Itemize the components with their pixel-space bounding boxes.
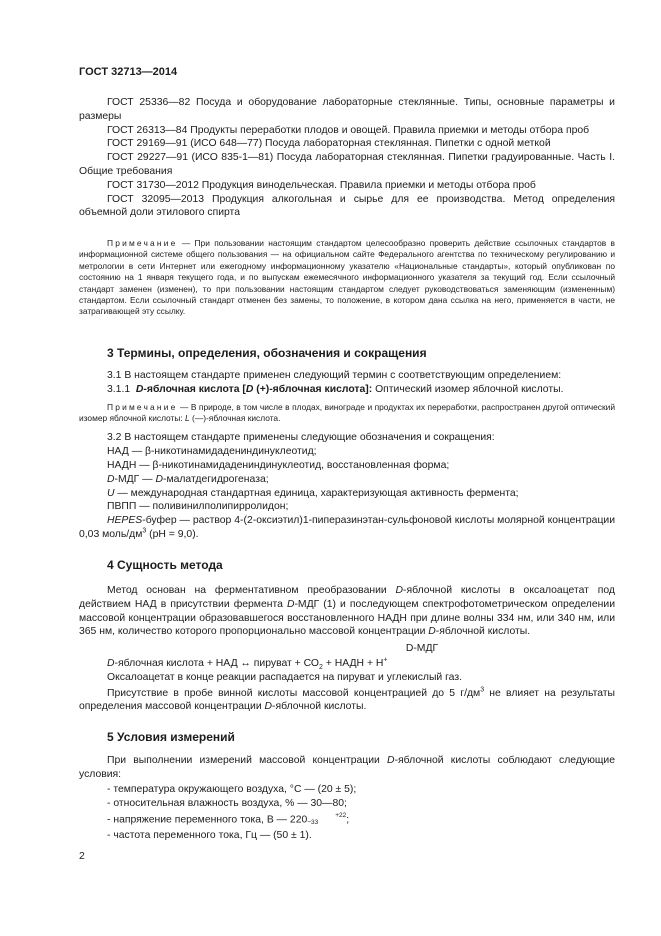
note-text: — При пользовании настоящим стандартом целесообразно проверить действие ссылочных стандартов в информационной системе общего пользования — на официальном сайте Федерального агентства по техническому регулированию и метрологии в сети Интернет или ежегодному информационному указателю «Национальные стандарты», который опубликован по состоянию на 1 января текущего года, и по выпускам ежемесячного информационного указателя за текущий год. Если ссылочный стандарт заменен (изменен), то при пользовании настоящим стандартом следует руководствоваться заменяющим (измененным) стандартом. Если ссылочный стандарт отменен без замены, то положение, в котором дана ссылка на него, применяется в части, не затрагивающей эту ссылку. [79,238,616,317]
method-interference: Присутствие в пробе винной кислоты массовой концентрацией до 5 $г/дм^3$ не влияет на результаты определения массовой концентрации D-яблочной кислоты. [79,686,615,713]
reference-item: ГОСТ 32095—2013 Продукция алкогольная и сырье для ее производства. Метод определения объемной доли этилового спирта [79,193,615,219]
section-4-body [79,584,615,714]
page-number: 2 [79,851,85,862]
section-3-title: 3 Термины, определения, обозначения и сокращения [107,346,427,360]
clause-3-1: 3.1 В настоящем стандарте применен следующий термин с соответствующим определением: [107,370,562,381]
abbreviation-item: D-МДГ — D-малатдегидрогеназа; [107,473,269,485]
document-header: ГОСТ 32713—2014 [79,66,178,78]
reference-item: ГОСТ 29169—91 (ИСО 648—77) Посуда лабораторная стеклянная. Пипетки с одной меткой [107,138,551,150]
note-paragraph [79,238,615,318]
reference-item: ГОСТ 31730—2012 Продукция винодельческая. Правила приемки и методы отбора проб [107,179,536,191]
normative-references [79,96,615,220]
reference-item: ГОСТ 26313—84 Продукты переработки плодов и овощей. Правила приемки и методы отбора проб [107,124,590,136]
method-principle: Метод основан на ферментативном преобразовании D-яблочной кислоты в оксалоацетат под действием НАД в присутствии фермента D-МДГ (1) и последующем спектрофотометрическом определении массовой концентрации образовавшегося восстановленного НАДН при длине волны 334 нм, или 340 нм, или 365 нм, количество которого пропорционально массовой концентрации D-яблочной кислоты. [79,585,615,638]
condition-item: - относительная влажность воздуха, % — 30—80; [107,798,347,810]
equation-enzyme-label: D-МДГ [405,643,439,655]
conditions-intro: При выполнении измерений массовой концентрации D-яблочной кислоты соблюдают следующие условия: [79,755,615,780]
abbreviation-item: НАД — β-никотинамидадениндинуклеотид; [107,446,317,458]
method-note: Оксалоацетат в конце реакции распадается на пируват и углекислый газ. [107,671,462,683]
condition-item: - температура окружающего воздуха, °С — (20 ± 5); [107,783,357,795]
section-3-body [79,369,615,542]
section-4-title: 4 Сущность метода [107,558,223,572]
clause-3-1-1: 3.1.1 D-яблочная кислота [D (+)-яблочная кислота]: Оптический изомер яблочной кислоты. [107,383,564,395]
section-5-title: 5 Условия измерений [107,730,235,744]
reference-item: ГОСТ 25336—82 Посуда и оборудование лабораторные стеклянные. Типы, основные параметры и размеры [79,97,615,122]
section-5-body [79,754,615,843]
abbreviation-item: НАДН — β-никотинамидадениндинуклеотид, восстановленная форма; [107,460,450,471]
voltage-tolerance: +22 −33 [307,812,347,826]
reference-item: ГОСТ 29227—91 (ИСО 835-1—81) Посуда лабораторная стеклянная. Пипетки градуированные. Часть I. Общие требования [79,152,615,177]
note-references [79,238,615,318]
abbreviation-item: HEPES-буфер — раствор 4-(2-оксиэтил)1-пиперазинэтан-сульфоновой кислоты молярной концентрации 0,03 моль/$дм^3$ (рН = 9,0). [79,515,615,540]
note-label: Примечание [107,238,178,248]
condition-item: - частота переменного тока, Гц — (50 ± 1). [107,830,312,842]
abbreviation-item: ПВПП — поливинилполипирролидон; [107,501,289,513]
reaction-equation: D-яблочная кислота + НАД ↔ пируват + $СО_2$ + НАДН + Н+ [107,656,388,672]
note-term: Примечание — В природе, в том числе в плодах, винограде и продуктах их переработки, распространен другой оптический изомер яблочной кислоты: L (—)-яблочная кислота. [79,401,615,423]
abbreviation-item: U — международная стандартная единица, характеризующая активность фермента; [107,487,519,499]
condition-item: - напряжение переменного тока, В — 220 +22 −33 ; [107,812,350,826]
clause-3-2: 3.2 В настоящем стандарте применены следующие обозначения и сокращения: [107,432,495,444]
